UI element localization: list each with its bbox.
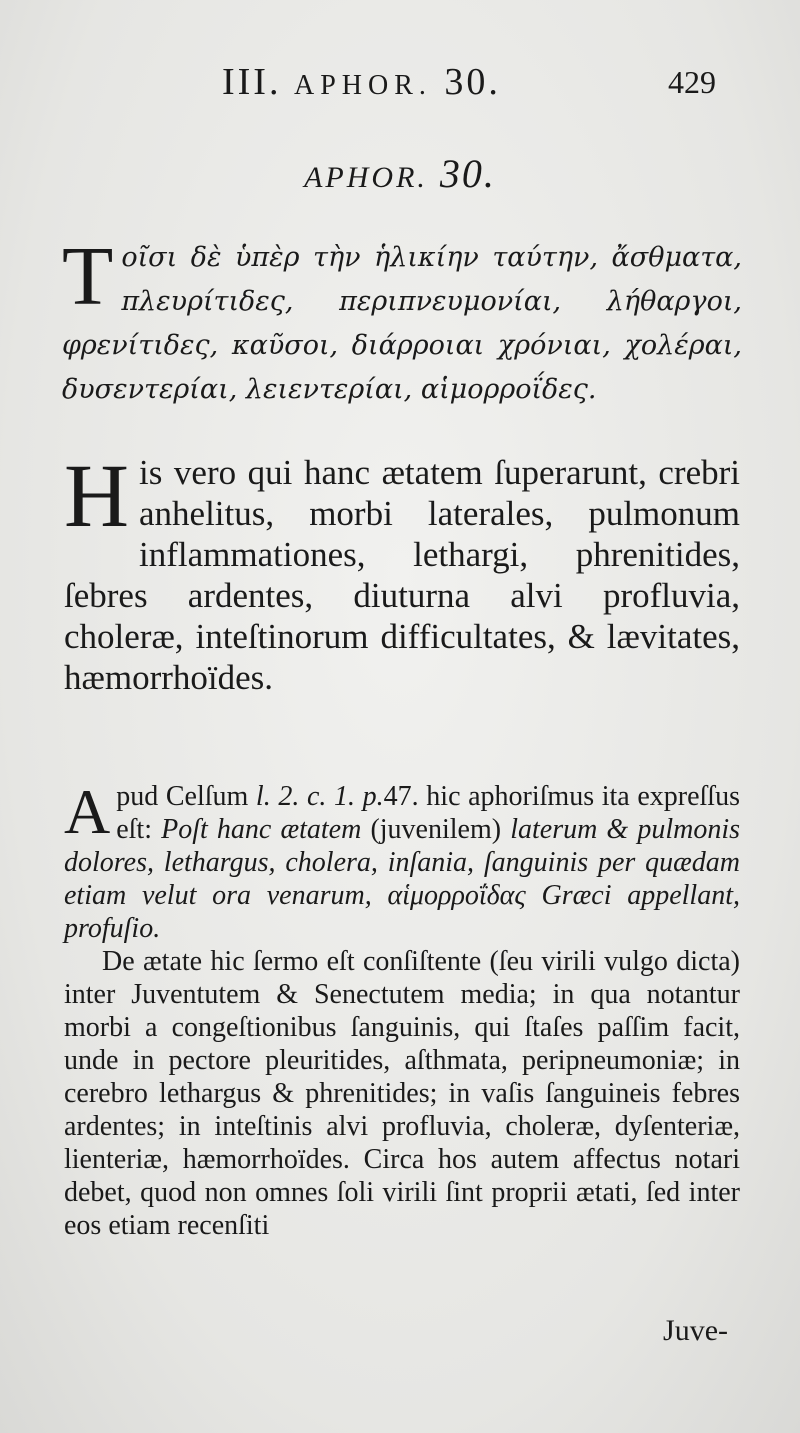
commentary-para-2: De ætate hic ſermo eſt conſiſtente (ſeu virili vulgo dicta) inter Juventutem & Senectutem media; in qua notantur morbi a congeſtionibus ſanguinis, qui ſtaſes paſſim facit, unde in pectore pleuritides, aſthmata, peripneumoniæ; in cerebro lethargus & phrenitides; in vaſis ſanguineis febres ardentes; in inteſtinis alvi profluvia, choleræ, dyſenteriæ, lienteriæ, hæmorrhoïdes. Circa hos autem affectus notari debet, quod non omnes ſoli virili ſint proprii ætati, ſed inter eos etiam recenſiti	[64, 946, 740, 1241]
running-head	[0, 60, 800, 110]
greek-body: οῖσι δὲ ὑπὲρ τὴν ἡλικίην ταύτην, ἄσθματα, πλευρίτιδες, περιπνευμονίαι, λήθαργοι, φρενίτιδες, καῦσοι, διάρροιαι χρόνιαι, χολέραι, δυσεντερίαι, λειεντερίαι, αἱμορροΐδες.	[62, 242, 742, 405]
commentary-dropcap: A	[64, 776, 111, 847]
aphorism-title: APHOR. 30.	[304, 151, 496, 196]
commentary-para-1: Apud Celſum l. 2. c. 1. p.47. hic aphoriſmus ita expreſſus eſt: Poſt hanc ætatem (juvenilem) laterum & pulmonis dolores, lethargus, cholera, inſania, ſanguinis per quædam etiam velut ora venarum, αἱμορροΐδας Græci appellant, profuſio.	[64, 776, 741, 944]
greek-text	[62, 230, 742, 412]
catchword: Juve-	[663, 1314, 728, 1347]
latin-dropcap: H	[64, 447, 129, 546]
latin-translation	[64, 447, 740, 698]
greek-dropcap: T	[62, 230, 114, 323]
running-head-title: III. APHOR. 30.	[222, 61, 501, 103]
page-number: 429	[668, 64, 716, 100]
commentary	[64, 776, 741, 1242]
latin-body: is vero qui hanc ætatem ſuperarunt, crebri anhelitus, morbi laterales, pulmonum inflammationes, lethargi, phrenitides, ſebres ardentes, diuturna alvi profluvia, choleræ, inteſtinorum difficultates, & lævitates, hæmorrhoïdes.	[64, 453, 740, 697]
